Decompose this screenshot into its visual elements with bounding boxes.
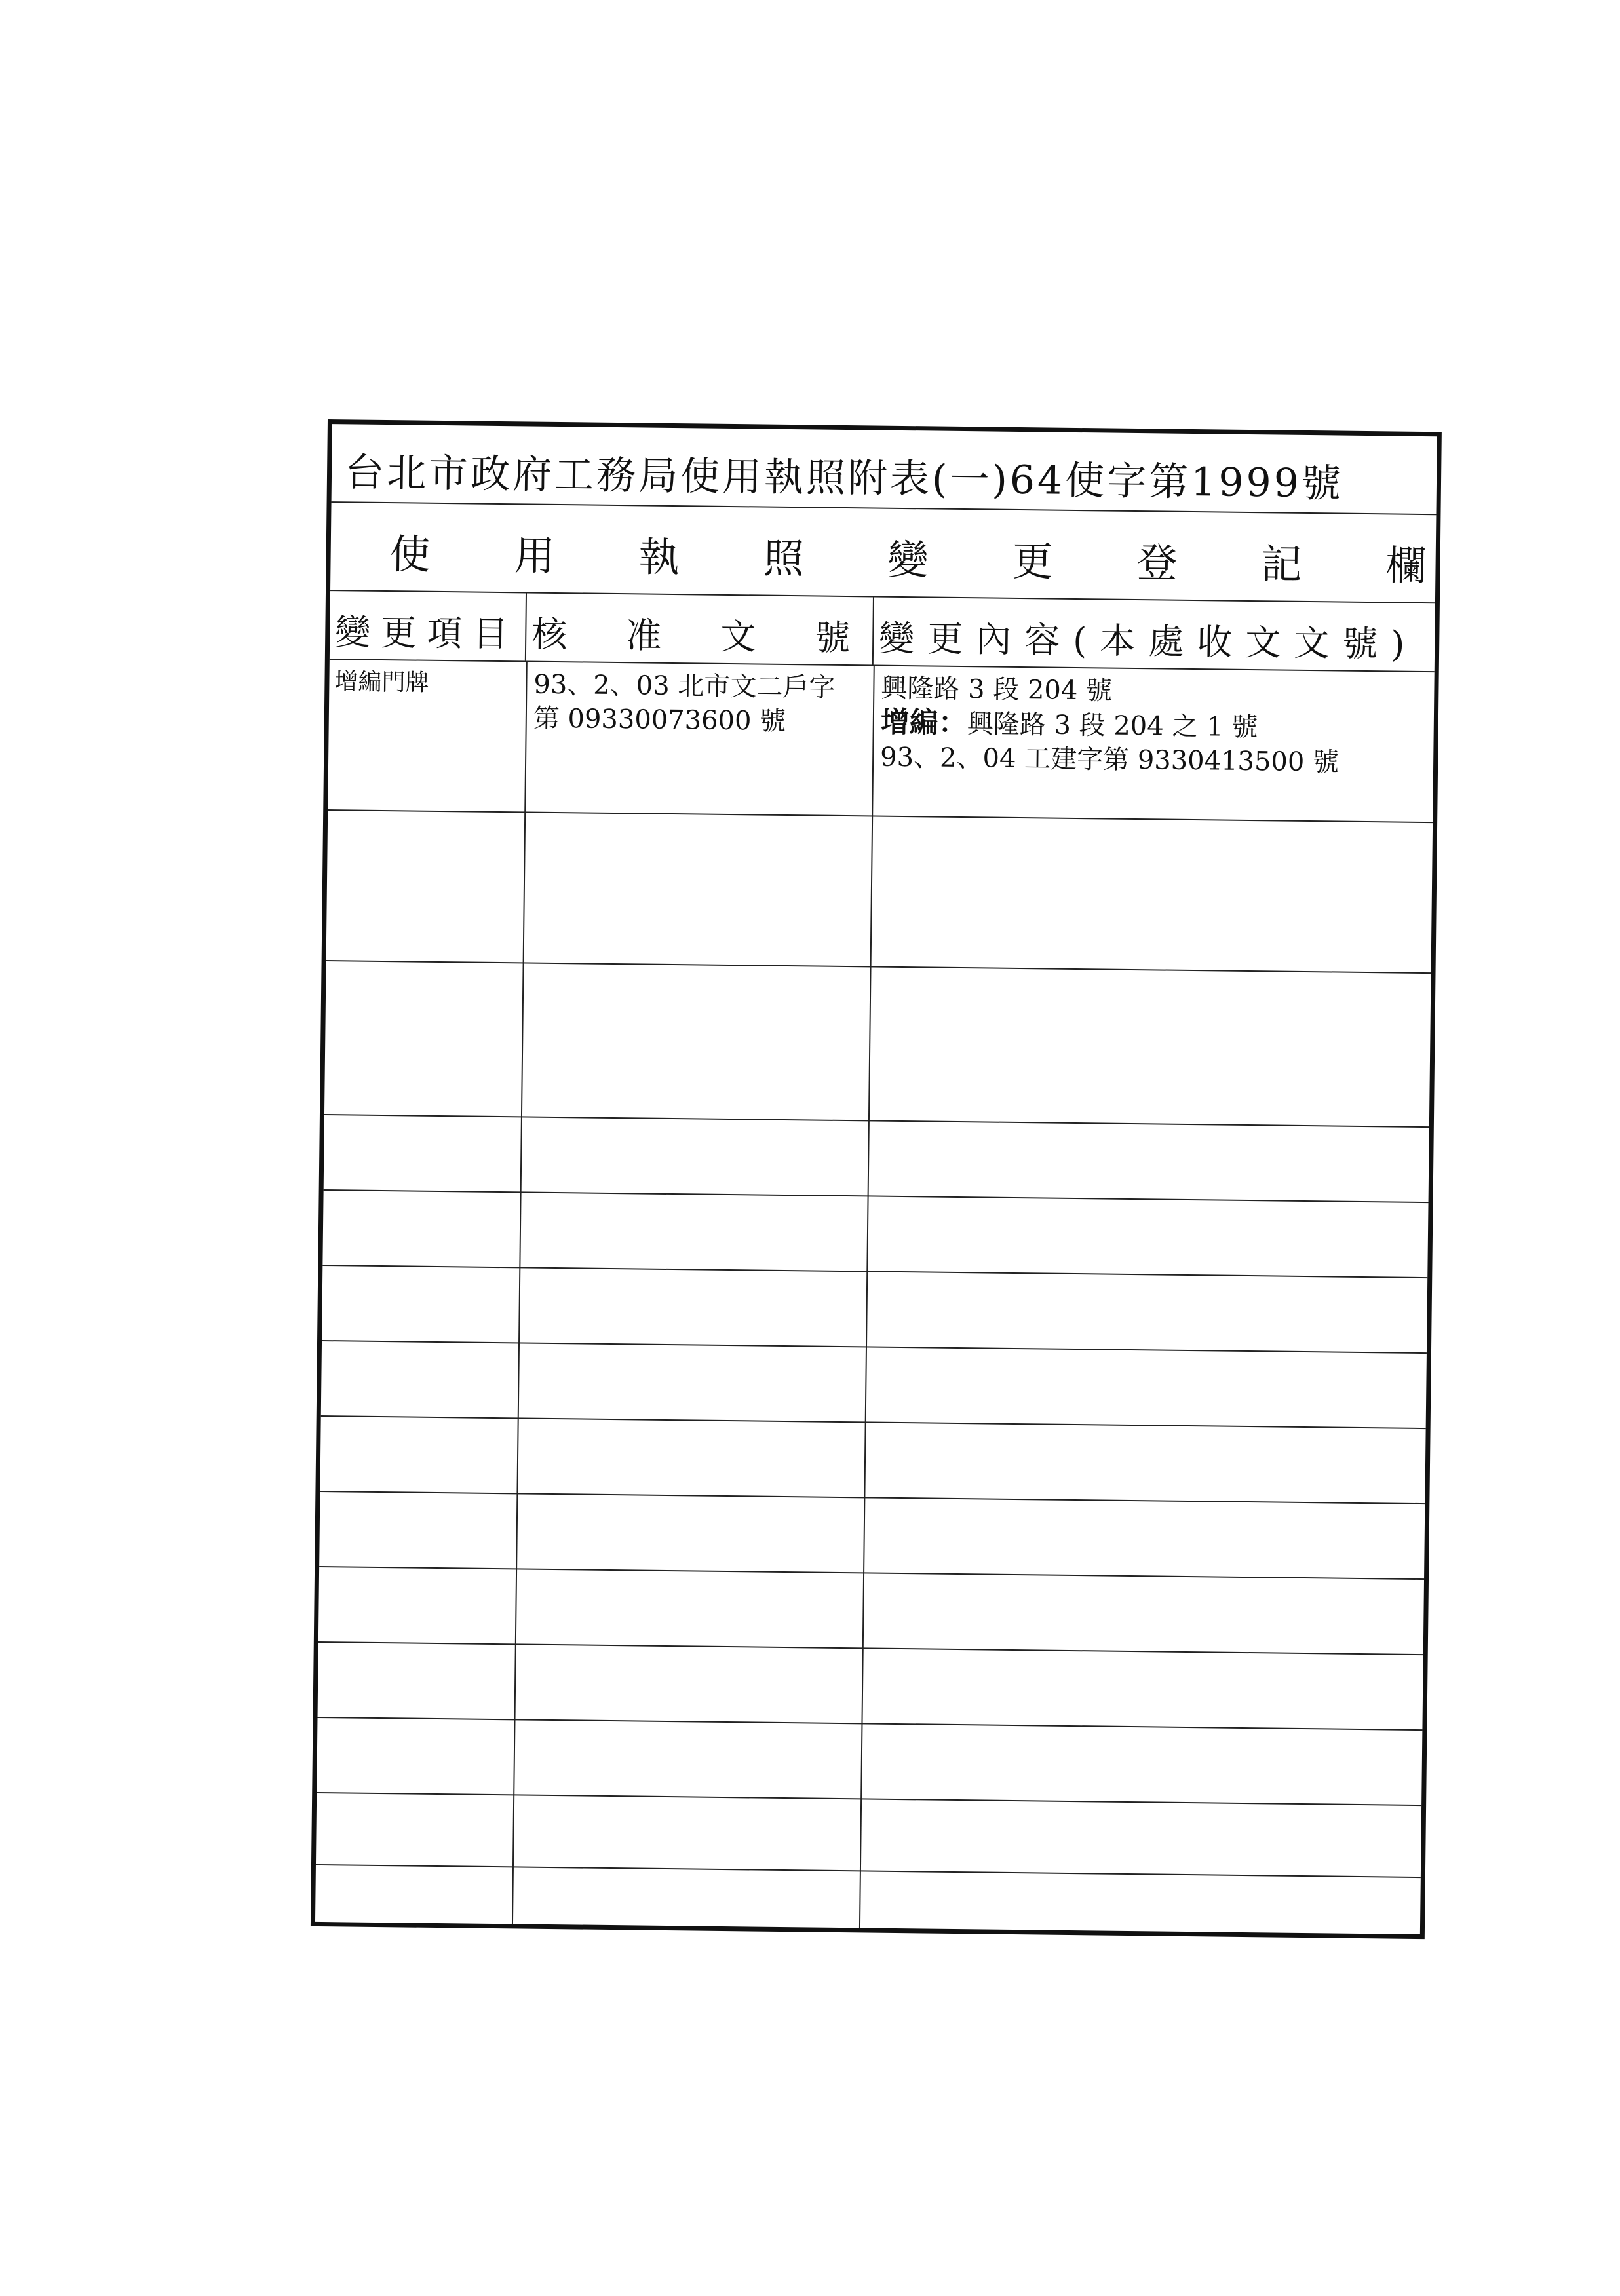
row-item: 增編門牌 (334, 668, 429, 697)
table-row (328, 660, 1435, 823)
table-row (326, 811, 1433, 974)
column-header-item: 變更項目 (330, 591, 527, 660)
table-row (315, 1866, 1421, 1939)
table-row (321, 1341, 1427, 1429)
table-row (322, 1191, 1428, 1278)
row-content-line-1: 興隆路 3 段 204 號 (881, 673, 1113, 706)
table-row (318, 1567, 1424, 1655)
form-title: 台北市政府工務局使用執照附表(一)64使字第1999號 (344, 450, 1344, 507)
table-row (324, 1115, 1429, 1203)
row-approval-line-1: 93、2、03 北市文二戶字 (533, 669, 836, 703)
row-content-address: 興隆路 3 段 204 之 1 號 (967, 709, 1258, 743)
form-subtitle: 使用執照變更登記欄 (389, 530, 1511, 591)
row-content-line-2 (881, 706, 1340, 746)
registration-form (311, 419, 1511, 1939)
row-content-label: 增編： (880, 705, 968, 740)
form-title-row (332, 424, 1437, 515)
table-row (317, 1718, 1422, 1806)
row-approval (533, 668, 836, 739)
table-row (320, 1417, 1425, 1504)
form-subtitle-row (330, 503, 1511, 603)
table-row (324, 961, 1431, 1128)
table-row (316, 1793, 1421, 1878)
table-row (322, 1266, 1427, 1354)
row-approval-line-2: 第 09330073600 號 (533, 703, 786, 737)
column-header-content: 變更內容(本處收文文號) (878, 617, 1418, 665)
table-row (318, 1643, 1423, 1731)
row-content (880, 672, 1340, 780)
table-row (319, 1492, 1425, 1580)
column-header-approval: 核准文號 (526, 593, 874, 664)
table-header-row (330, 591, 1435, 672)
row-content-line-3: 93、2、04 工建字第 9330413500 號 (879, 742, 1340, 778)
